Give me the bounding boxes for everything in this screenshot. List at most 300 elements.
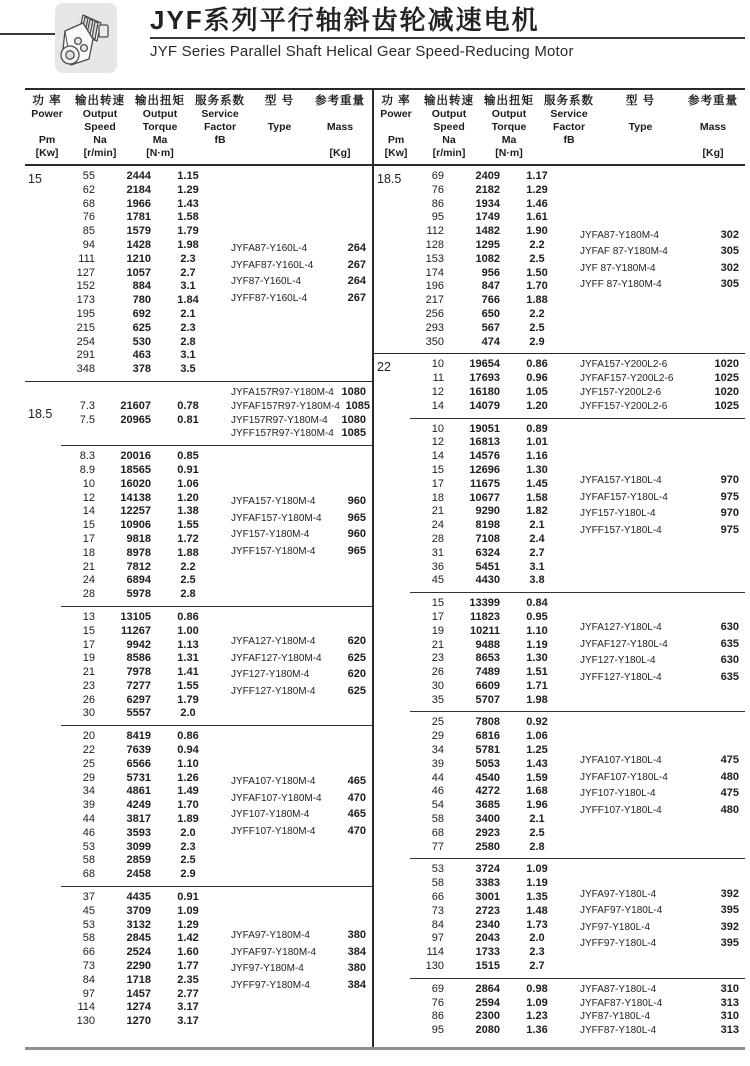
torque-value: 378	[132, 363, 151, 376]
header-line: 型 号	[625, 95, 656, 107]
header-line: Na	[442, 134, 456, 146]
torque-value: 2182	[475, 183, 500, 196]
factor-value: 2.3	[180, 840, 196, 853]
mass-value: 264	[347, 242, 366, 255]
torque-value: 3817	[126, 813, 151, 826]
table-row	[61, 450, 225, 464]
torque-value: 1457	[126, 987, 151, 1000]
factor-value: 1.09	[177, 904, 199, 917]
speed-value: 24	[82, 574, 95, 587]
type-list	[225, 386, 372, 441]
speed-value: 28	[82, 588, 95, 601]
table-row	[410, 905, 574, 919]
header-line: [Kw]	[35, 147, 59, 159]
speed-value: 34	[431, 744, 444, 757]
factor-value: 1.89	[177, 813, 199, 826]
torque-value: 2580	[475, 840, 500, 853]
torque-value: 6324	[475, 546, 500, 559]
factor-value: 1.48	[526, 904, 548, 917]
speed-value: 69	[431, 170, 444, 182]
data-rows	[410, 597, 574, 707]
torque-value: 2859	[126, 854, 151, 867]
factor-value: 1.84	[177, 294, 199, 307]
torque-value: 3001	[475, 891, 500, 904]
header-line: Mass	[326, 121, 354, 133]
mass-value: 465	[347, 808, 366, 821]
torque-value: 1270	[126, 1015, 151, 1028]
table-row	[410, 946, 574, 960]
speed-value: 14	[431, 399, 444, 412]
mass-value: 395	[720, 937, 739, 950]
mass-value: 310	[720, 982, 739, 995]
torque-value: 5781	[475, 744, 500, 757]
torque-value: 2300	[475, 1010, 500, 1023]
mass-value: 480	[720, 803, 739, 816]
data-rows	[410, 423, 574, 589]
table-row	[410, 983, 574, 997]
power-block	[25, 166, 372, 381]
column-header-mass	[308, 95, 372, 160]
factor-value: 1.55	[177, 519, 199, 532]
type-name: JYFAF87-Y180L-4	[580, 997, 663, 1009]
torque-value: 1579	[126, 225, 151, 238]
table-row	[61, 492, 225, 506]
table-row	[61, 533, 225, 547]
speed-value: 68	[431, 826, 444, 839]
type-name: JYFF157-Y180L-4	[580, 524, 662, 536]
factor-value: 1.58	[526, 491, 548, 504]
torque-value: 5731	[126, 771, 151, 784]
torque-value: 8653	[475, 652, 500, 665]
torque-value: 7812	[126, 560, 151, 573]
table-row	[410, 730, 574, 744]
torque-value: 1274	[126, 1001, 151, 1014]
mass-value: 470	[347, 824, 366, 837]
type-row	[580, 400, 739, 414]
speed-value: 30	[82, 707, 95, 720]
torque-value: 8978	[126, 546, 151, 559]
speed-value: 66	[82, 946, 95, 959]
type-list	[574, 983, 745, 1038]
table-row	[410, 184, 574, 198]
header-line	[681, 134, 745, 147]
factor-value: 1.09	[526, 996, 548, 1009]
type-name: JYFAF97-Y180L-4	[580, 905, 663, 917]
factor-value: 1.59	[526, 771, 548, 784]
torque-value: 1718	[126, 973, 151, 986]
factor-value: 0.89	[526, 422, 548, 435]
type-name: JYF107-Y180M-4	[231, 809, 310, 821]
title-block	[150, 4, 745, 60]
factor-value: 1.55	[177, 679, 199, 692]
type-name: JYF127-Y180M-4	[231, 669, 310, 681]
header-line: [N·m]	[146, 147, 174, 159]
speed-value: 53	[82, 840, 95, 853]
table-row	[410, 294, 574, 308]
header-line: [r/min]	[432, 147, 466, 159]
header-line: 输出扭矩	[135, 95, 185, 107]
factor-value: 1.06	[526, 730, 548, 743]
type-name: JYFA87-Y180M-4	[580, 229, 659, 241]
table-row	[410, 170, 574, 184]
mass-value: 625	[347, 684, 366, 697]
type-name: JYF 87-Y180M-4	[580, 262, 656, 274]
header-line: Ma	[152, 134, 168, 146]
torque-value: 6297	[126, 693, 151, 706]
factor-value: 1.26	[177, 771, 199, 784]
table-row	[61, 611, 225, 625]
type-name: JYFA97-Y180L-4	[580, 888, 657, 900]
column-header-mass	[681, 95, 745, 160]
mass-value: 470	[347, 791, 366, 804]
speed-value: 39	[82, 799, 95, 812]
factor-value: 2.5	[529, 826, 545, 839]
mass-value: 620	[347, 668, 366, 681]
type-name: JYFAF157-Y200L2-6	[580, 373, 674, 385]
mass-value: 635	[720, 637, 739, 650]
power-block	[374, 166, 745, 353]
header-line: Type	[628, 121, 653, 133]
torque-value: 463	[132, 349, 151, 362]
factor-value: 2.3	[180, 252, 196, 265]
table-row	[61, 946, 225, 960]
torque-value: 1082	[475, 252, 500, 265]
table-row	[61, 349, 225, 363]
torque-value: 1749	[475, 211, 500, 224]
factor-value: 1.46	[526, 197, 548, 210]
header-line: Na	[93, 134, 107, 146]
table-row	[61, 854, 225, 868]
speed-value: 95	[431, 1024, 444, 1037]
speed-value: 17	[82, 532, 95, 545]
power-label	[374, 983, 410, 985]
data-rows	[61, 450, 225, 602]
factor-value: 1.13	[177, 638, 199, 651]
header-line: Ma	[501, 134, 517, 146]
type-name: JYF97-Y180L-4	[580, 921, 651, 933]
mass-value: 1085	[345, 399, 370, 412]
speed-value: 45	[431, 574, 444, 587]
table-row	[410, 744, 574, 758]
type-list	[574, 752, 745, 818]
torque-value: 2458	[126, 868, 151, 881]
speed-value: 76	[431, 183, 444, 196]
column-header-power	[374, 95, 418, 160]
type-row	[580, 386, 739, 400]
torque-value: 2923	[475, 826, 500, 839]
header-line: 功 率	[32, 95, 62, 107]
torque-value: 3685	[475, 799, 500, 812]
factor-value: 1.42	[177, 932, 199, 945]
mass-value: 975	[720, 490, 739, 503]
factor-value: 3.17	[177, 1001, 199, 1014]
mass-value: 1080	[341, 413, 366, 426]
column-header-power	[25, 95, 69, 160]
speed-value: 30	[431, 679, 444, 692]
factor-value: 2.5	[180, 854, 196, 867]
type-name: JYF97-Y180M-4	[231, 963, 304, 975]
type-name: JYF87-Y180L-4	[580, 1011, 651, 1023]
table-row	[410, 799, 574, 813]
type-name: JYFF157R97-Y180M-4	[231, 428, 334, 440]
type-row	[580, 372, 739, 386]
type-row	[580, 997, 739, 1011]
type-row	[580, 802, 739, 819]
factor-value: 1.45	[526, 477, 548, 490]
factor-value: 2.5	[529, 321, 545, 334]
mass-value: 384	[347, 978, 366, 991]
torque-value: 3383	[475, 877, 500, 890]
power-label: 15	[28, 172, 42, 186]
type-name: JYFF97-Y180L-4	[580, 938, 657, 950]
table-row	[61, 294, 225, 308]
type-name: JYFF127-Y180M-4	[231, 685, 316, 697]
column-header-speed	[418, 95, 480, 160]
table-row	[61, 1015, 225, 1029]
mass-value: 267	[347, 258, 366, 271]
header-line: [r/min]	[83, 147, 117, 159]
table-row	[61, 267, 225, 281]
factor-value: 0.86	[526, 358, 548, 371]
header-line	[374, 121, 418, 134]
torque-value: 2524	[126, 946, 151, 959]
type-row	[231, 650, 366, 667]
table-row	[61, 974, 225, 988]
type-row	[231, 543, 366, 560]
type-row	[580, 886, 739, 903]
speed-value: 15	[431, 597, 444, 610]
table-row	[61, 652, 225, 666]
table-row	[410, 280, 574, 294]
table-row	[410, 772, 574, 786]
table-row	[410, 492, 574, 506]
torque-value: 8586	[126, 652, 151, 665]
type-row	[580, 935, 739, 952]
mass-value: 264	[347, 275, 366, 288]
table-row	[410, 758, 574, 772]
power-block	[374, 593, 745, 711]
table-row	[61, 225, 225, 239]
header-line: Speed	[84, 121, 116, 133]
torque-value: 3709	[126, 904, 151, 917]
type-row	[580, 227, 739, 244]
gear-motor-icon	[55, 3, 117, 73]
type-row	[580, 472, 739, 489]
factor-value: 1.51	[526, 666, 548, 679]
table-row	[410, 785, 574, 799]
power-label: 18.5	[377, 172, 402, 186]
table-row	[410, 694, 574, 708]
factor-value: 1.68	[526, 785, 548, 798]
header-line: Speed	[433, 121, 465, 133]
mass-value: 965	[347, 511, 366, 524]
torque-value: 17693	[469, 372, 500, 385]
table-row	[410, 863, 574, 877]
spec-table-right	[374, 90, 745, 1047]
mass-value: 480	[720, 770, 739, 783]
torque-value: 1295	[475, 238, 500, 251]
type-list	[225, 927, 372, 993]
table-row	[410, 827, 574, 841]
table-row	[410, 652, 574, 666]
type-row	[231, 273, 366, 290]
torque-value: 10906	[120, 519, 151, 532]
type-name: JYF157-Y200L2-6	[580, 386, 662, 398]
torque-value: 2845	[126, 932, 151, 945]
speed-value: 76	[82, 211, 95, 224]
table-row	[410, 267, 574, 281]
table-row	[410, 919, 574, 933]
torque-value: 1934	[475, 197, 500, 210]
torque-value: 10211	[470, 624, 500, 637]
type-row	[580, 522, 739, 539]
mass-value: 302	[720, 261, 739, 274]
mass-value: 384	[347, 945, 366, 958]
type-name: JYFAF107-Y180L-4	[580, 771, 668, 783]
speed-value: 127	[76, 266, 95, 279]
speed-value: 12	[431, 436, 444, 449]
table-row	[61, 239, 225, 253]
mass-value: 630	[720, 654, 739, 667]
speed-value: 8.9	[79, 463, 95, 476]
type-name: JYFF157-Y180M-4	[231, 545, 316, 557]
table-row	[410, 639, 574, 653]
factor-value: 1.41	[177, 666, 199, 679]
table-row	[410, 891, 574, 905]
mass-value: 630	[720, 621, 739, 634]
header-line: 参考重量	[315, 95, 365, 107]
factor-value: 3.5	[180, 363, 196, 376]
table-row	[61, 625, 225, 639]
torque-value: 7808	[475, 716, 500, 729]
speed-value: 97	[82, 987, 95, 1000]
header-line: 输出扭矩	[484, 95, 534, 107]
torque-value: 14138	[120, 491, 151, 504]
speed-value: 84	[82, 973, 95, 986]
table-row	[61, 588, 225, 602]
speed-value: 111	[78, 252, 95, 265]
factor-value: 1.29	[177, 918, 199, 931]
header-line: 输出转速	[75, 95, 125, 107]
type-name: JYF87-Y160L-4	[231, 276, 302, 288]
speed-value: 130	[425, 960, 444, 973]
table-row	[61, 561, 225, 575]
type-row	[580, 636, 739, 653]
type-name: JYFA107-Y180L-4	[580, 755, 662, 767]
mass-value: 970	[720, 507, 739, 520]
factor-value: 1.71	[526, 679, 548, 692]
factor-value: 2.0	[529, 932, 545, 945]
type-name: JYFA87-Y180L-4	[580, 983, 657, 995]
header-line: Torque	[142, 121, 178, 133]
table-row	[61, 253, 225, 267]
header-line	[251, 134, 308, 147]
column-header-speed	[69, 95, 131, 160]
factor-value: 3.1	[180, 280, 196, 293]
factor-value: 1.88	[177, 546, 199, 559]
type-list	[225, 633, 372, 699]
header-line: Output	[431, 108, 467, 120]
header-line	[308, 134, 372, 147]
factor-value: 2.1	[529, 519, 545, 532]
type-name: JYFA127-Y180L-4	[580, 622, 662, 634]
factor-value: 2.1	[529, 813, 545, 826]
data-rows	[410, 358, 574, 413]
table-row	[61, 868, 225, 882]
speed-value: 37	[82, 891, 95, 904]
torque-value: 1482	[475, 225, 500, 238]
mass-value: 395	[720, 904, 739, 917]
type-row	[580, 505, 739, 522]
factor-value: 1.58	[177, 211, 199, 224]
type-list	[574, 358, 745, 413]
header-line: 输出转速	[424, 95, 474, 107]
type-name: JYF157-Y180M-4	[231, 529, 310, 541]
torque-value: 2444	[126, 170, 151, 182]
torque-value: 8419	[126, 730, 151, 743]
mass-value: 310	[720, 1010, 739, 1023]
speed-value: 174	[425, 266, 444, 279]
mass-value: 313	[720, 1024, 739, 1037]
power-label	[374, 597, 410, 599]
speed-value: 85	[82, 225, 95, 238]
torque-value: 650	[481, 307, 500, 320]
table-row	[61, 772, 225, 786]
table-row	[61, 960, 225, 974]
factor-value: 0.85	[177, 450, 199, 463]
type-row	[231, 399, 370, 414]
speed-value: 7.5	[79, 413, 95, 426]
torque-value: 13105	[120, 610, 151, 623]
type-list	[225, 773, 372, 839]
type-row	[231, 526, 366, 543]
table-row	[61, 932, 225, 946]
type-name: JYFAF157-Y180L-4	[580, 491, 668, 503]
speed-value: 128	[425, 238, 444, 251]
power-block	[25, 382, 372, 445]
torque-value: 6816	[475, 730, 500, 743]
type-row	[580, 752, 739, 769]
mass-value: 960	[347, 495, 366, 508]
table-row	[61, 322, 225, 336]
type-name: JYFAF97-Y180M-4	[231, 946, 317, 958]
torque-value: 6566	[126, 757, 151, 770]
speed-value: 23	[431, 652, 444, 665]
torque-value: 7639	[126, 744, 151, 757]
speed-value: 86	[431, 1010, 444, 1023]
type-list	[225, 493, 372, 559]
speed-value: 153	[425, 252, 444, 265]
factor-value: 2.5	[529, 252, 545, 265]
power-block	[374, 979, 745, 1042]
torque-value: 625	[132, 321, 151, 334]
torque-value: 2723	[475, 904, 500, 917]
type-row	[580, 358, 739, 372]
speed-value: 29	[431, 730, 444, 743]
torque-value: 3400	[475, 813, 500, 826]
power-label	[25, 611, 61, 613]
speed-value: 17	[431, 477, 444, 490]
torque-value: 2594	[475, 996, 500, 1009]
speed-value: 15	[431, 463, 444, 476]
speed-value: 68	[82, 868, 95, 881]
table-row	[410, 358, 574, 372]
column-header-factor	[189, 95, 251, 160]
speed-value: 114	[426, 946, 444, 959]
mass-value: 267	[347, 291, 366, 304]
table-row	[410, 239, 574, 253]
type-row	[580, 983, 739, 997]
